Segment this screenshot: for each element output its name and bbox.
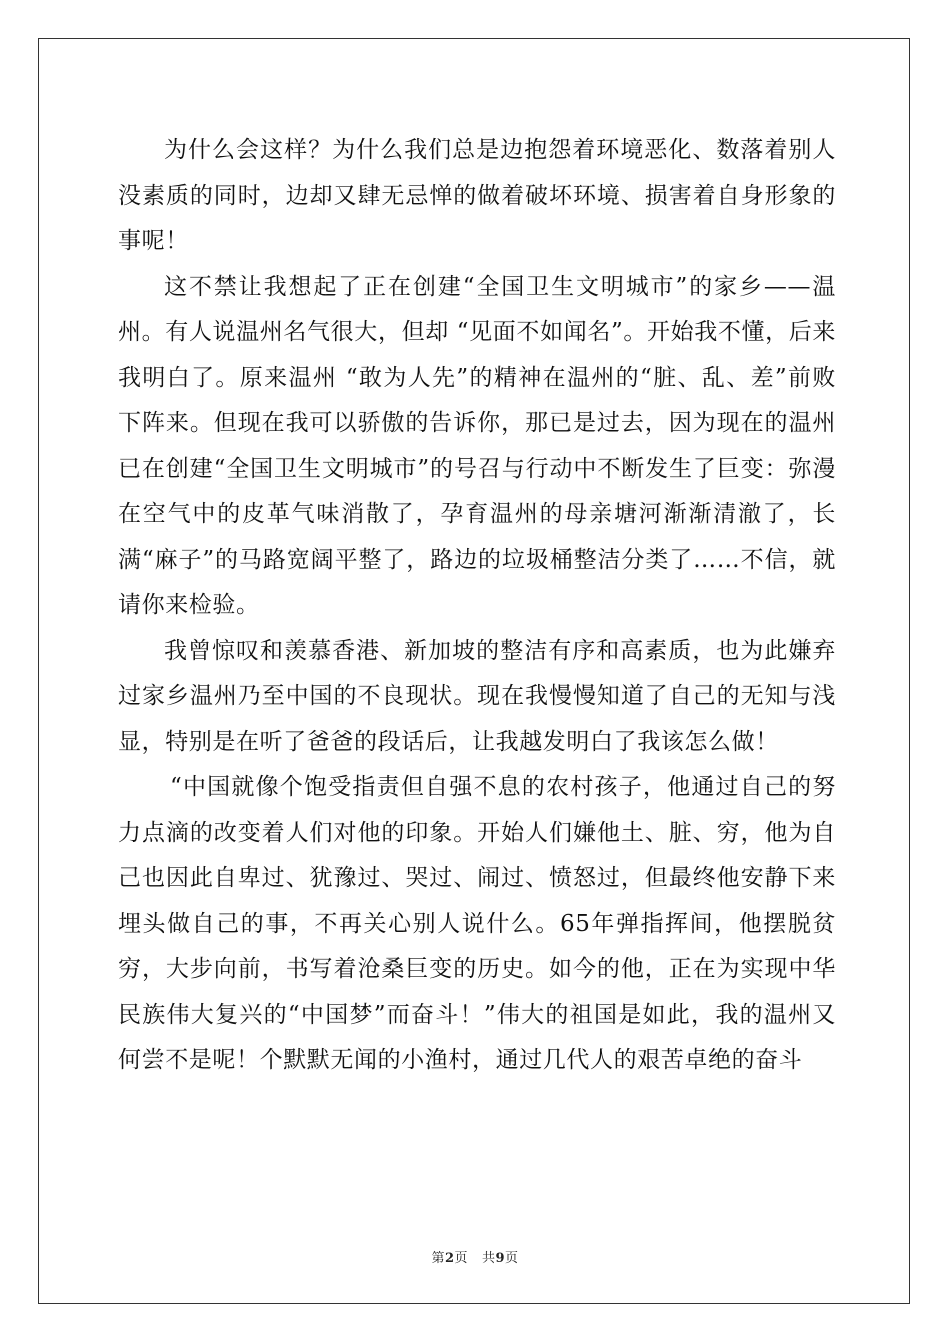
total-unit: 页 xyxy=(505,1251,519,1266)
total-pages-number: 9 xyxy=(495,1251,506,1266)
paragraph-1: 为什么会这样？为什么我们总是边抱怨着环境恶化、数落着别人没素质的同时，边却又肆无忌惮的做着破坏环境、损害着自身形象的事呢！ xyxy=(118,137,836,254)
page-prefix: 第 xyxy=(431,1251,445,1266)
page-unit: 页 xyxy=(454,1251,469,1266)
paragraph-3: 我曾惊叹和羡慕香港、新加坡的整洁有序和高素质，也为此嫌弃过家乡温州乃至中国的不良现状。现在我慢慢知道了自己的无知与浅显，特别是在听了爸爸的段话后，让我越发明白了我该怎么做！ xyxy=(118,637,836,755)
paragraph-2: 这不禁让我想起了正在创建“全国卫生文明城市”的家乡——温州。有人说温州名气很大，但却 “见面不如闻名”。开始我不懂，后来我明白了。原来温州 “敢为人先”的精神在温州的“脏、乱、差”前败下阵来。但现在我可以骄傲的告诉你，那已是过去，因为现在的温州已在创建“全国卫生文明城市”的号召与行动中不断发生了巨变：弥漫在空气中的皮革气味消散了，孕育温州的母亲塘河渐渐清澈了，长满“麻子”的马路宽阔平整了，路边的垃圾桶整洁分类了……不信，就请你来检验。 xyxy=(118,273,836,618)
total-prefix: 共 xyxy=(481,1251,496,1266)
document-body xyxy=(118,128,836,1084)
current-page-number: 2 xyxy=(444,1251,455,1266)
paragraph-4: “中国就像个饱受指责但自强不息的农村孩子，他通过自己的努力点滴的改变着人们对他的印象。开始人们嫌他土、脏、穷，他为自己也因此自卑过、犹豫过、哭过、闹过、愤怒过，但最终他安静下来埋头做自己的事，不再关心别人说什么。65年弹指挥间，他摆脱贫穷，大步向前，书写着沧桑巨变的历史。如今的他，正在为实现中华民族伟大复兴的“中国梦”而奋斗！”伟大的祖国是如此，我的温州又何尝不是呢！个默默无闻的小渔村，通过几代人的艰苦卓绝的奋斗 xyxy=(118,774,836,1073)
page-footer xyxy=(0,1247,950,1266)
